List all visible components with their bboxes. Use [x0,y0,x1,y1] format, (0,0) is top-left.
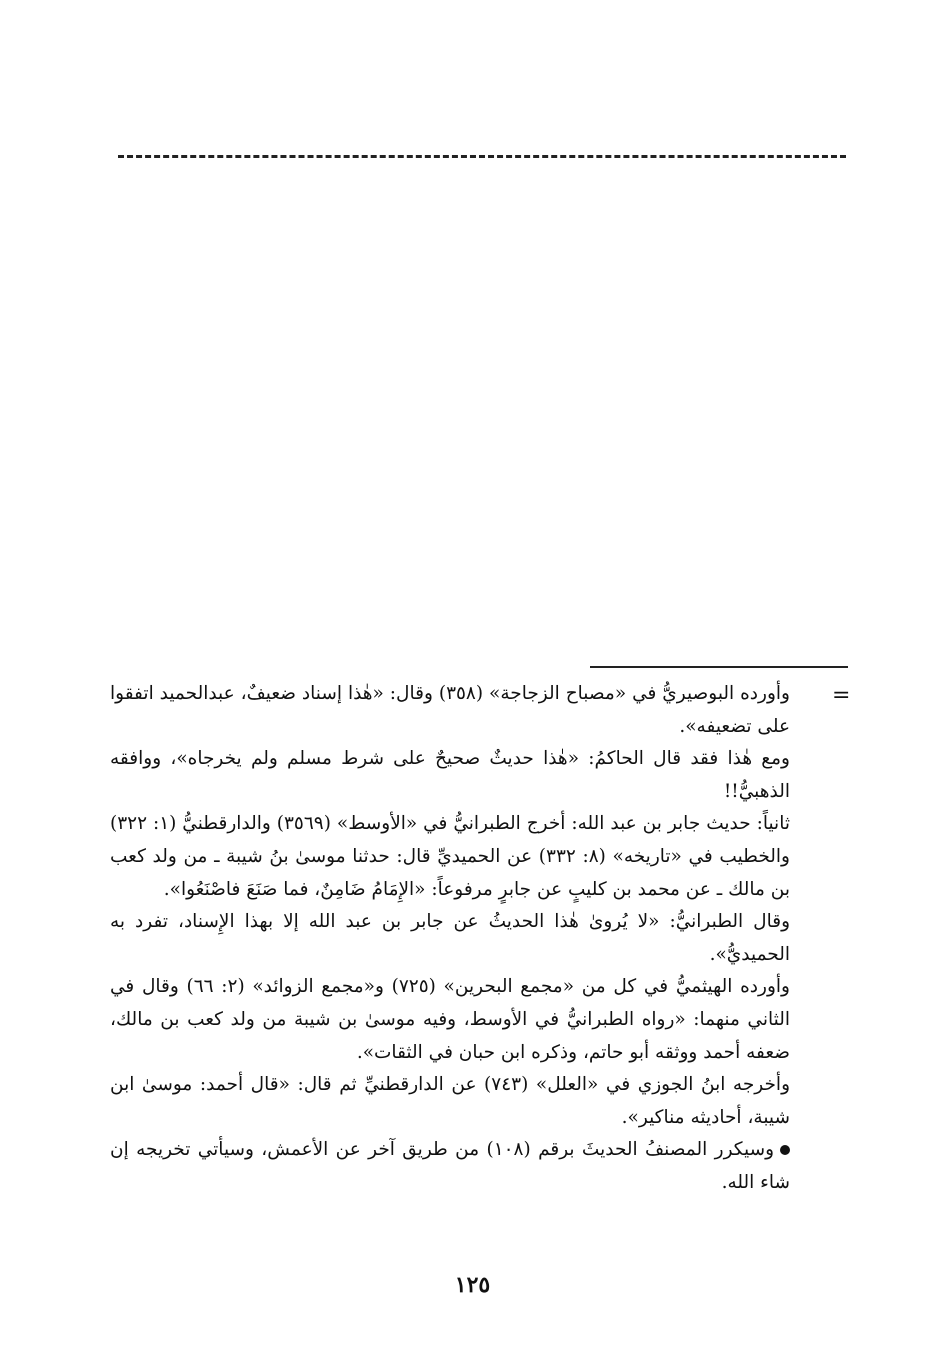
footnote-paragraph-7-text: وسيكرر المصنفُ الحديثَ برقم (١٠٨) من طريق آخر عن الأعمش، وسيأتي تخريجه إن شاء الله. [110,1139,790,1193]
header-dashed-rule [118,155,846,158]
footnote-paragraph-7 [110,1134,790,1199]
footnotes-block [110,678,790,1200]
footnote-continuation-mark: = [832,683,851,708]
page-number: ١٢٥ [454,1272,491,1298]
footnote-paragraph-6: وأخرجه ابنُ الجوزي في «العلل» (٧٤٣) عن الدارقطنيِّ ثم قال: «قال أحمد: موسىٰ ابن شيبة، أحاديثه مناكير». [110,1074,791,1128]
bullet-dot-icon [780,1145,790,1155]
footnote-paragraph-1: وأورده البوصيريُّ في «مصباح الزجاجة» (٣٥٨) وقال: «هٰذا إسناد ضعيفٌ، عبدالحميد اتفقوا على تضعيفه». [110,683,790,737]
footnote-separator-rule [590,666,848,668]
footnote-paragraph-3: ثانياً: حديث جابر بن عبد الله: أخرج الطبرانيُّ في «الأوسط» (٣٥٦٩) والدارقطنيُّ (١: ٣٢٢) والخطيب في «تاريخه» (٨: ٣٣٢) عن الحميديِّ قال: حدثنا موسىٰ بنُ شيبة ـ من ولد كعب بن مالك ـ عن محمد بن كليبٍ عن جابرٍ مرفوعاً: «الإِمَامُ ضَامِنٌ، فما صَنَعَ فاصْنَعُوا». [110,813,790,900]
footnote-paragraph-2: ومع هٰذا فقد قال الحاكمُ: «هٰذا حديثٌ صحيحٌ على شرط مسلم ولم يخرجاه»، ووافقه الذهبيُّ!! [110,748,790,802]
footnote-paragraph-4: وقال الطبرانيُّ: «لا يُروىٰ هٰذا الحديثُ عن جابر بن عبد الله إلا بهذا الإِسناد، تفرد به الحميديُّ». [110,911,790,965]
footnote-paragraph-5: وأورده الهيثميُّ في كل من «مجمع البحرين» (٧٢٥) و«مجمع الزوائد» (٢: ٦٦) وقال في الثاني منهما: «رواه الطبرانيُّ في الأوسط، وفيه موسىٰ بن شيبة من ولد كعب بن مالك، ضعفه أحمد ووثقه أبو حاتم، وذكره ابن حبان في الثقات». [110,976,790,1063]
